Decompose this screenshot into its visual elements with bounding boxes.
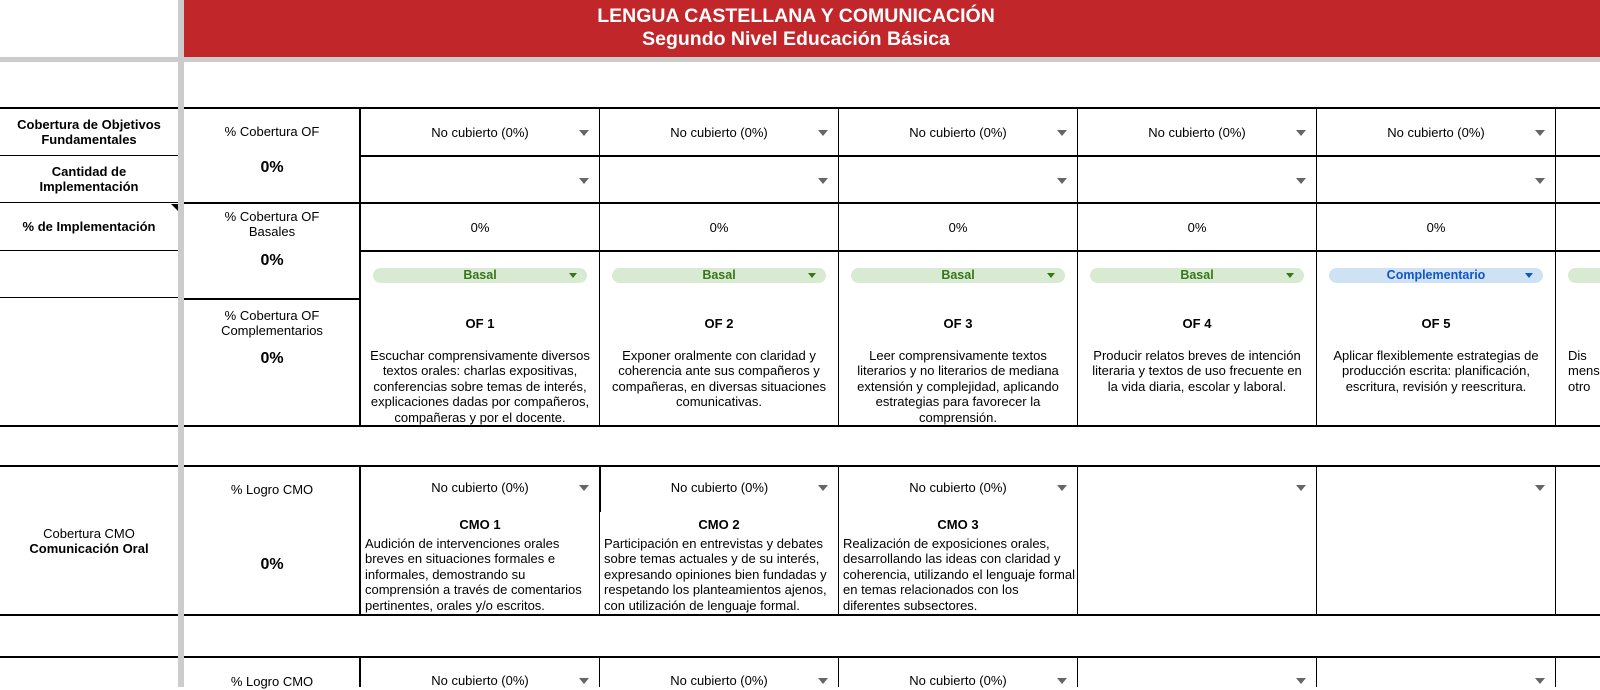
complementarios-label[interactable] xyxy=(204,307,340,339)
comment-indicator-icon[interactable] xyxy=(171,204,178,211)
of-4-status-dropdown[interactable] xyxy=(1078,109,1316,155)
grid-line xyxy=(184,614,1600,616)
chevron-down-icon xyxy=(579,485,589,491)
grid-line xyxy=(599,107,600,427)
chevron-down-icon xyxy=(1296,178,1306,184)
grid-line xyxy=(0,656,178,658)
value-text: 0% xyxy=(260,158,284,176)
of-4-pct[interactable] xyxy=(1078,204,1316,250)
chevron-down-icon xyxy=(1057,485,1067,491)
frozen-row-divider[interactable] xyxy=(0,57,1600,62)
grid-line xyxy=(838,107,839,427)
dropdown-value: No cubierto (0%) xyxy=(1148,125,1246,140)
grid-line xyxy=(1555,107,1556,427)
of-3-description[interactable]: Leer comprensivamente textos literarios y no literarios de mediana extensión y complejidad, aplicando estrategias para favorecer la comprensión. xyxy=(857,348,1059,425)
label-cobertura-cmo-oral[interactable] xyxy=(0,467,178,614)
label-porcentaje-implementacion[interactable] xyxy=(0,203,178,250)
of-2-pct[interactable] xyxy=(600,204,838,250)
label-text: Cantidad de Implementación xyxy=(39,164,139,194)
cmo-1-status-dropdown[interactable] xyxy=(361,467,599,497)
label-cantidad-implementacion[interactable] xyxy=(10,156,168,202)
value-text: 0% xyxy=(260,349,284,367)
label-text: Comunicación Oral xyxy=(29,540,149,556)
of-5-quantity-dropdown[interactable] xyxy=(1317,157,1555,202)
value-text: 0% xyxy=(260,251,284,269)
value-text: 0% xyxy=(948,219,968,235)
chevron-down-icon xyxy=(1047,273,1055,278)
chevron-down-icon xyxy=(1286,273,1294,278)
dropdown-value: No cubierto (0%) xyxy=(431,673,529,688)
chevron-down-icon xyxy=(818,178,828,184)
label-text: % Cobertura OF Basales xyxy=(224,209,320,239)
grid-line xyxy=(0,250,178,251)
chevron-down-icon xyxy=(808,273,816,278)
chip-label: Basal xyxy=(1180,268,1214,282)
chevron-down-icon xyxy=(1535,678,1545,684)
chip-label: Basal xyxy=(941,268,975,282)
label-text: Cobertura de Objetivos Fundamentales xyxy=(17,117,161,147)
chip-label: Basal xyxy=(702,268,736,282)
of-3-title[interactable] xyxy=(839,314,1077,332)
of-5-title[interactable] xyxy=(1317,314,1555,332)
chevron-down-icon xyxy=(1535,485,1545,491)
value-text: 0% xyxy=(470,219,490,235)
chevron-down-icon xyxy=(1535,130,1545,136)
of-6-type-chip[interactable] xyxy=(1568,268,1600,283)
chevron-down-icon xyxy=(1296,485,1306,491)
of-4-title[interactable] xyxy=(1078,314,1316,332)
cmo-2-status-dropdown[interactable] xyxy=(601,467,838,497)
complementarios-value[interactable] xyxy=(184,348,360,368)
of-2-quantity-dropdown[interactable] xyxy=(600,157,838,202)
value-text: 0% xyxy=(260,555,284,573)
of-6-description-partial[interactable]: Dis mens otro xyxy=(1568,348,1600,393)
dropdown-value: No cubierto (0%) xyxy=(909,480,1007,495)
chevron-down-icon xyxy=(579,130,589,136)
cmo-next-1-status-dropdown[interactable] xyxy=(361,658,599,687)
logro-cmo-label[interactable] xyxy=(184,480,360,498)
value-text: 0% xyxy=(1187,219,1207,235)
basales-value[interactable] xyxy=(184,250,360,270)
grid-line xyxy=(0,614,178,616)
logro-cmo-label-2[interactable] xyxy=(184,672,360,690)
cmo-3-status-dropdown[interactable] xyxy=(839,467,1077,497)
dropdown-value: No cubierto (0%) xyxy=(670,125,768,140)
of-5-type-chip[interactable] xyxy=(1329,268,1543,283)
cmo-1-title[interactable] xyxy=(361,515,599,533)
of-4-quantity-dropdown[interactable] xyxy=(1078,157,1316,202)
grid-line xyxy=(1555,656,1556,687)
of-1-status-dropdown[interactable] xyxy=(361,109,599,155)
chevron-down-icon xyxy=(818,678,828,684)
of-1-pct[interactable] xyxy=(361,204,599,250)
of-1-type-chip[interactable] xyxy=(373,268,587,283)
label-text: % Logro CMO xyxy=(230,481,314,497)
title-text: OF 2 xyxy=(704,315,734,331)
value-text: 0% xyxy=(1426,219,1446,235)
of-1-title[interactable] xyxy=(361,314,599,332)
chevron-down-icon xyxy=(569,273,577,278)
cobertura-of-label[interactable] xyxy=(184,122,360,140)
cobertura-of-value[interactable] xyxy=(184,157,360,177)
cmo-next-2-status-dropdown[interactable] xyxy=(600,658,838,687)
grid-line xyxy=(360,250,1600,252)
basales-label[interactable] xyxy=(214,208,330,240)
cmo-2-title[interactable] xyxy=(600,515,838,533)
of-5-status-dropdown[interactable] xyxy=(1317,109,1555,155)
cmo-3-description[interactable]: Realización de exposiciones orales, desarrollando las ideas con claridad y coherencia, utilizando el lenguaje formal en temas relacionados con los diferentes subsectores. xyxy=(843,536,1075,613)
chevron-down-icon xyxy=(1057,130,1067,136)
level-subtitle: Segundo Nivel Educación Básica xyxy=(642,28,950,50)
chevron-down-icon xyxy=(1535,178,1545,184)
grid-line xyxy=(0,425,178,427)
cmo-next-3-status-dropdown[interactable] xyxy=(839,658,1077,687)
grid-line xyxy=(184,425,1600,427)
cmo-next-5-status-dropdown[interactable] xyxy=(1317,658,1555,687)
chevron-down-icon xyxy=(579,178,589,184)
cmo-next-4-status-dropdown[interactable] xyxy=(1078,658,1316,687)
of-2-type-chip[interactable] xyxy=(612,268,826,283)
label-cobertura-objetivos[interactable] xyxy=(10,109,168,155)
title-text: OF 4 xyxy=(1182,315,1212,331)
value-text: 0% xyxy=(709,219,729,235)
label-text: % Cobertura OF xyxy=(224,123,320,139)
title-text: CMO 3 xyxy=(937,516,979,532)
cmo-4-status-dropdown[interactable] xyxy=(1078,467,1316,497)
label-text: Cobertura CMO xyxy=(43,525,135,541)
cmo-5-status-dropdown[interactable] xyxy=(1317,467,1555,497)
chip-label: Complementario xyxy=(1386,268,1486,282)
sheet-header xyxy=(184,0,1600,57)
chevron-down-icon xyxy=(1057,678,1067,684)
frozen-column-divider[interactable] xyxy=(178,0,184,687)
grid-line xyxy=(184,298,360,300)
logro-cmo-value[interactable] xyxy=(184,554,360,574)
of-1-description[interactable]: Escuchar comprensivamente diversos textos orales: charlas expositivas, conferencias sobre temas de interés, explicaciones dadas por compañeros, compañeras y por el docente. xyxy=(370,348,590,425)
of-4-type-chip[interactable] xyxy=(1090,268,1304,283)
of-2-status-dropdown[interactable] xyxy=(600,109,838,155)
chevron-down-icon xyxy=(579,678,589,684)
label-text: % de Implementación xyxy=(22,219,156,234)
chevron-down-icon xyxy=(1525,273,1533,278)
chevron-down-icon xyxy=(1296,130,1306,136)
of-4-description[interactable]: Producir relatos breves de intención literaria y textos de uso frecuente en la vida diaria, escolar y laboral. xyxy=(1092,348,1302,394)
label-text: % Logro CMO xyxy=(230,673,314,689)
title-text: CMO 1 xyxy=(459,516,501,532)
of-3-pct[interactable] xyxy=(839,204,1077,250)
dropdown-value: No cubierto (0%) xyxy=(431,480,529,495)
cmo-2-description[interactable]: Participación en entrevistas y debates sobre temas actuales y de su interés, expresando opiniones bien fundadas y respetando los planteamientos ajenos, con utilización de lenguaje formal. xyxy=(604,536,827,613)
chevron-down-icon xyxy=(818,485,828,491)
dropdown-value: No cubierto (0%) xyxy=(909,125,1007,140)
title-text: OF 5 xyxy=(1421,315,1451,331)
of-3-type-chip[interactable] xyxy=(851,268,1065,283)
grid-line xyxy=(0,297,178,298)
title-text: CMO 2 xyxy=(698,516,740,532)
cmo-1-description[interactable]: Audición de intervenciones orales breves en situaciones formales e informales, demostrando su comprensión a través de comentarios pertinentes, orales y/o escritos. xyxy=(365,536,582,613)
of-3-quantity-dropdown[interactable] xyxy=(839,157,1077,202)
of-5-pct[interactable] xyxy=(1317,204,1555,250)
grid-line xyxy=(1555,465,1556,616)
of-5-description[interactable]: Aplicar flexiblemente estrategias de producción escrita: planificación, escritura, revisión y reescritura. xyxy=(1333,348,1539,394)
of-1-quantity-dropdown[interactable] xyxy=(361,157,599,202)
dropdown-value: No cubierto (0%) xyxy=(909,673,1007,688)
grid-line xyxy=(1077,107,1078,427)
dropdown-value: No cubierto (0%) xyxy=(670,673,768,688)
subject-title: LENGUA CASTELLANA Y COMUNICACIÓN xyxy=(597,5,995,27)
label-text: % Cobertura OF Complementarios xyxy=(221,308,323,338)
dropdown-value: No cubierto (0%) xyxy=(670,480,769,495)
of-2-description[interactable]: Exponer oralmente con claridad y coherencia ante sus compañeros y compañeras, en diversas situaciones comunicativas. xyxy=(612,348,826,410)
dropdown-value: No cubierto (0%) xyxy=(431,125,529,140)
chip-label: Basal xyxy=(463,268,497,282)
of-2-title[interactable] xyxy=(600,314,838,332)
chevron-down-icon xyxy=(1296,678,1306,684)
title-text: OF 1 xyxy=(465,315,495,331)
cmo-3-title[interactable] xyxy=(839,515,1077,533)
chevron-down-icon xyxy=(818,130,828,136)
chevron-down-icon xyxy=(1057,178,1067,184)
title-text: OF 3 xyxy=(943,315,973,331)
dropdown-value: No cubierto (0%) xyxy=(1387,125,1485,140)
grid-line xyxy=(184,202,360,204)
grid-line xyxy=(1316,107,1317,427)
of-3-status-dropdown[interactable] xyxy=(839,109,1077,155)
